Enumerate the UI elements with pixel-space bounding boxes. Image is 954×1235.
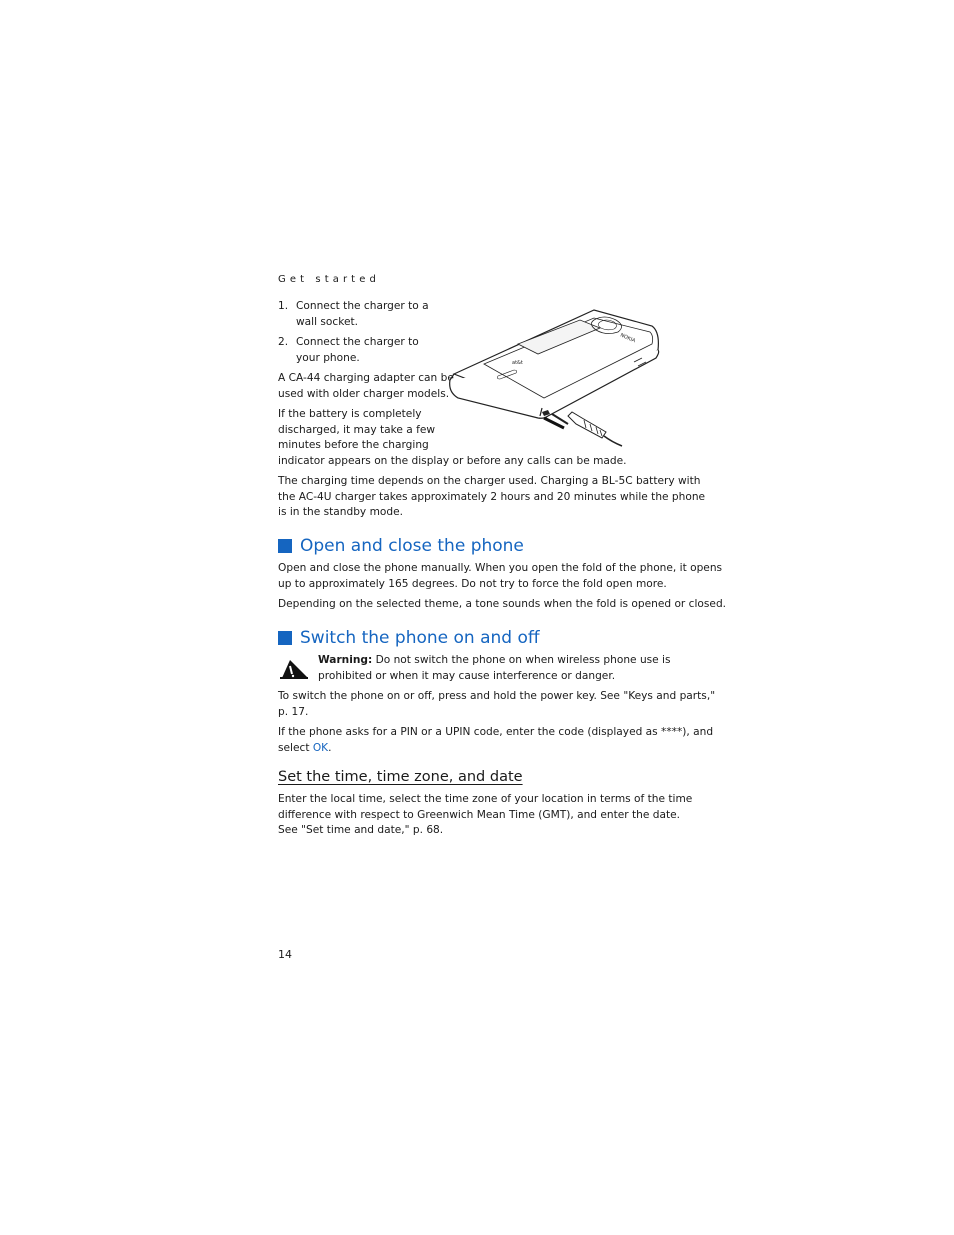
carrier-label: at&t	[512, 360, 523, 366]
phone-charging-illustration	[444, 306, 666, 450]
warning-label: Warning:	[318, 654, 373, 666]
battery-note: minutes before the charging	[278, 439, 429, 451]
paragraph: p. 17.	[278, 706, 309, 718]
battery-note: If the battery is completely	[278, 408, 422, 420]
battery-note: discharged, it may take a few	[278, 424, 436, 436]
ok-softkey-label: OK	[312, 742, 329, 754]
battery-note: indicator appears on the display or before any calls can be made.	[278, 455, 627, 467]
section-heading-open-close	[278, 536, 524, 556]
step-number: 1.	[278, 300, 289, 312]
paragraph: Open and close the phone manually. When you open the fold of the phone, it opens	[278, 562, 723, 574]
step-text: your phone.	[296, 352, 360, 364]
charger-plug	[542, 410, 622, 446]
heading-bullet-square	[278, 539, 292, 553]
step-text: Connect the charger to	[296, 336, 419, 348]
charging-time-text: the AC-4U charger takes approximately 2 hours and 20 minutes while the phone	[278, 491, 706, 503]
section-heading-switch	[278, 628, 540, 648]
paragraph: difference with respect to Greenwich Mean Time (GMT), and enter the date.	[278, 809, 681, 821]
paragraph: If the phone asks for a PIN or a UPIN code, enter the code (displayed as ****), and	[278, 726, 714, 738]
warning-line: prohibited or when it may cause interference or danger.	[318, 670, 616, 682]
section-title: Open and close the phone	[300, 536, 524, 556]
warning-icon	[278, 658, 310, 680]
step-number: 2.	[278, 336, 289, 348]
paragraph: Enter the local time, select the time zone of your location in terms of the time	[278, 793, 693, 805]
heading-bullet-square	[278, 631, 292, 645]
text-fragment: select	[278, 742, 313, 754]
paragraph: Depending on the selected theme, a tone sounds when the fold is opened or closed.	[278, 598, 727, 610]
page-number: 14	[278, 948, 292, 961]
paragraph: See "Set time and date," p. 68.	[278, 824, 444, 836]
subsection-heading-set-time: Set the time, time zone, and date	[278, 769, 523, 785]
paragraph: up to approximately 165 degrees. Do not try to force the fold open more.	[278, 578, 667, 590]
text-fragment: .	[328, 742, 332, 754]
step-text: wall socket.	[296, 316, 359, 328]
charging-time-text: is in the standby mode.	[278, 506, 403, 518]
step-text: Connect the charger to a	[296, 300, 429, 312]
paragraph	[278, 741, 332, 757]
warning-text	[318, 653, 671, 669]
running-head: Get started	[278, 274, 380, 285]
charging-time-text: The charging time depends on the charger used. Charging a BL-5C battery with	[278, 475, 701, 487]
section-title: Switch the phone on and off	[300, 628, 540, 648]
warning-line: Do not switch the phone on when wireless phone use is	[372, 654, 671, 666]
paragraph: To switch the phone on or off, press and hold the power key. See "Keys and parts,"	[278, 690, 716, 702]
adapter-note: A CA-44 charging adapter can be	[278, 372, 454, 384]
brand-label: NOKIA	[619, 332, 637, 345]
adapter-note: used with older charger models.	[278, 388, 450, 400]
